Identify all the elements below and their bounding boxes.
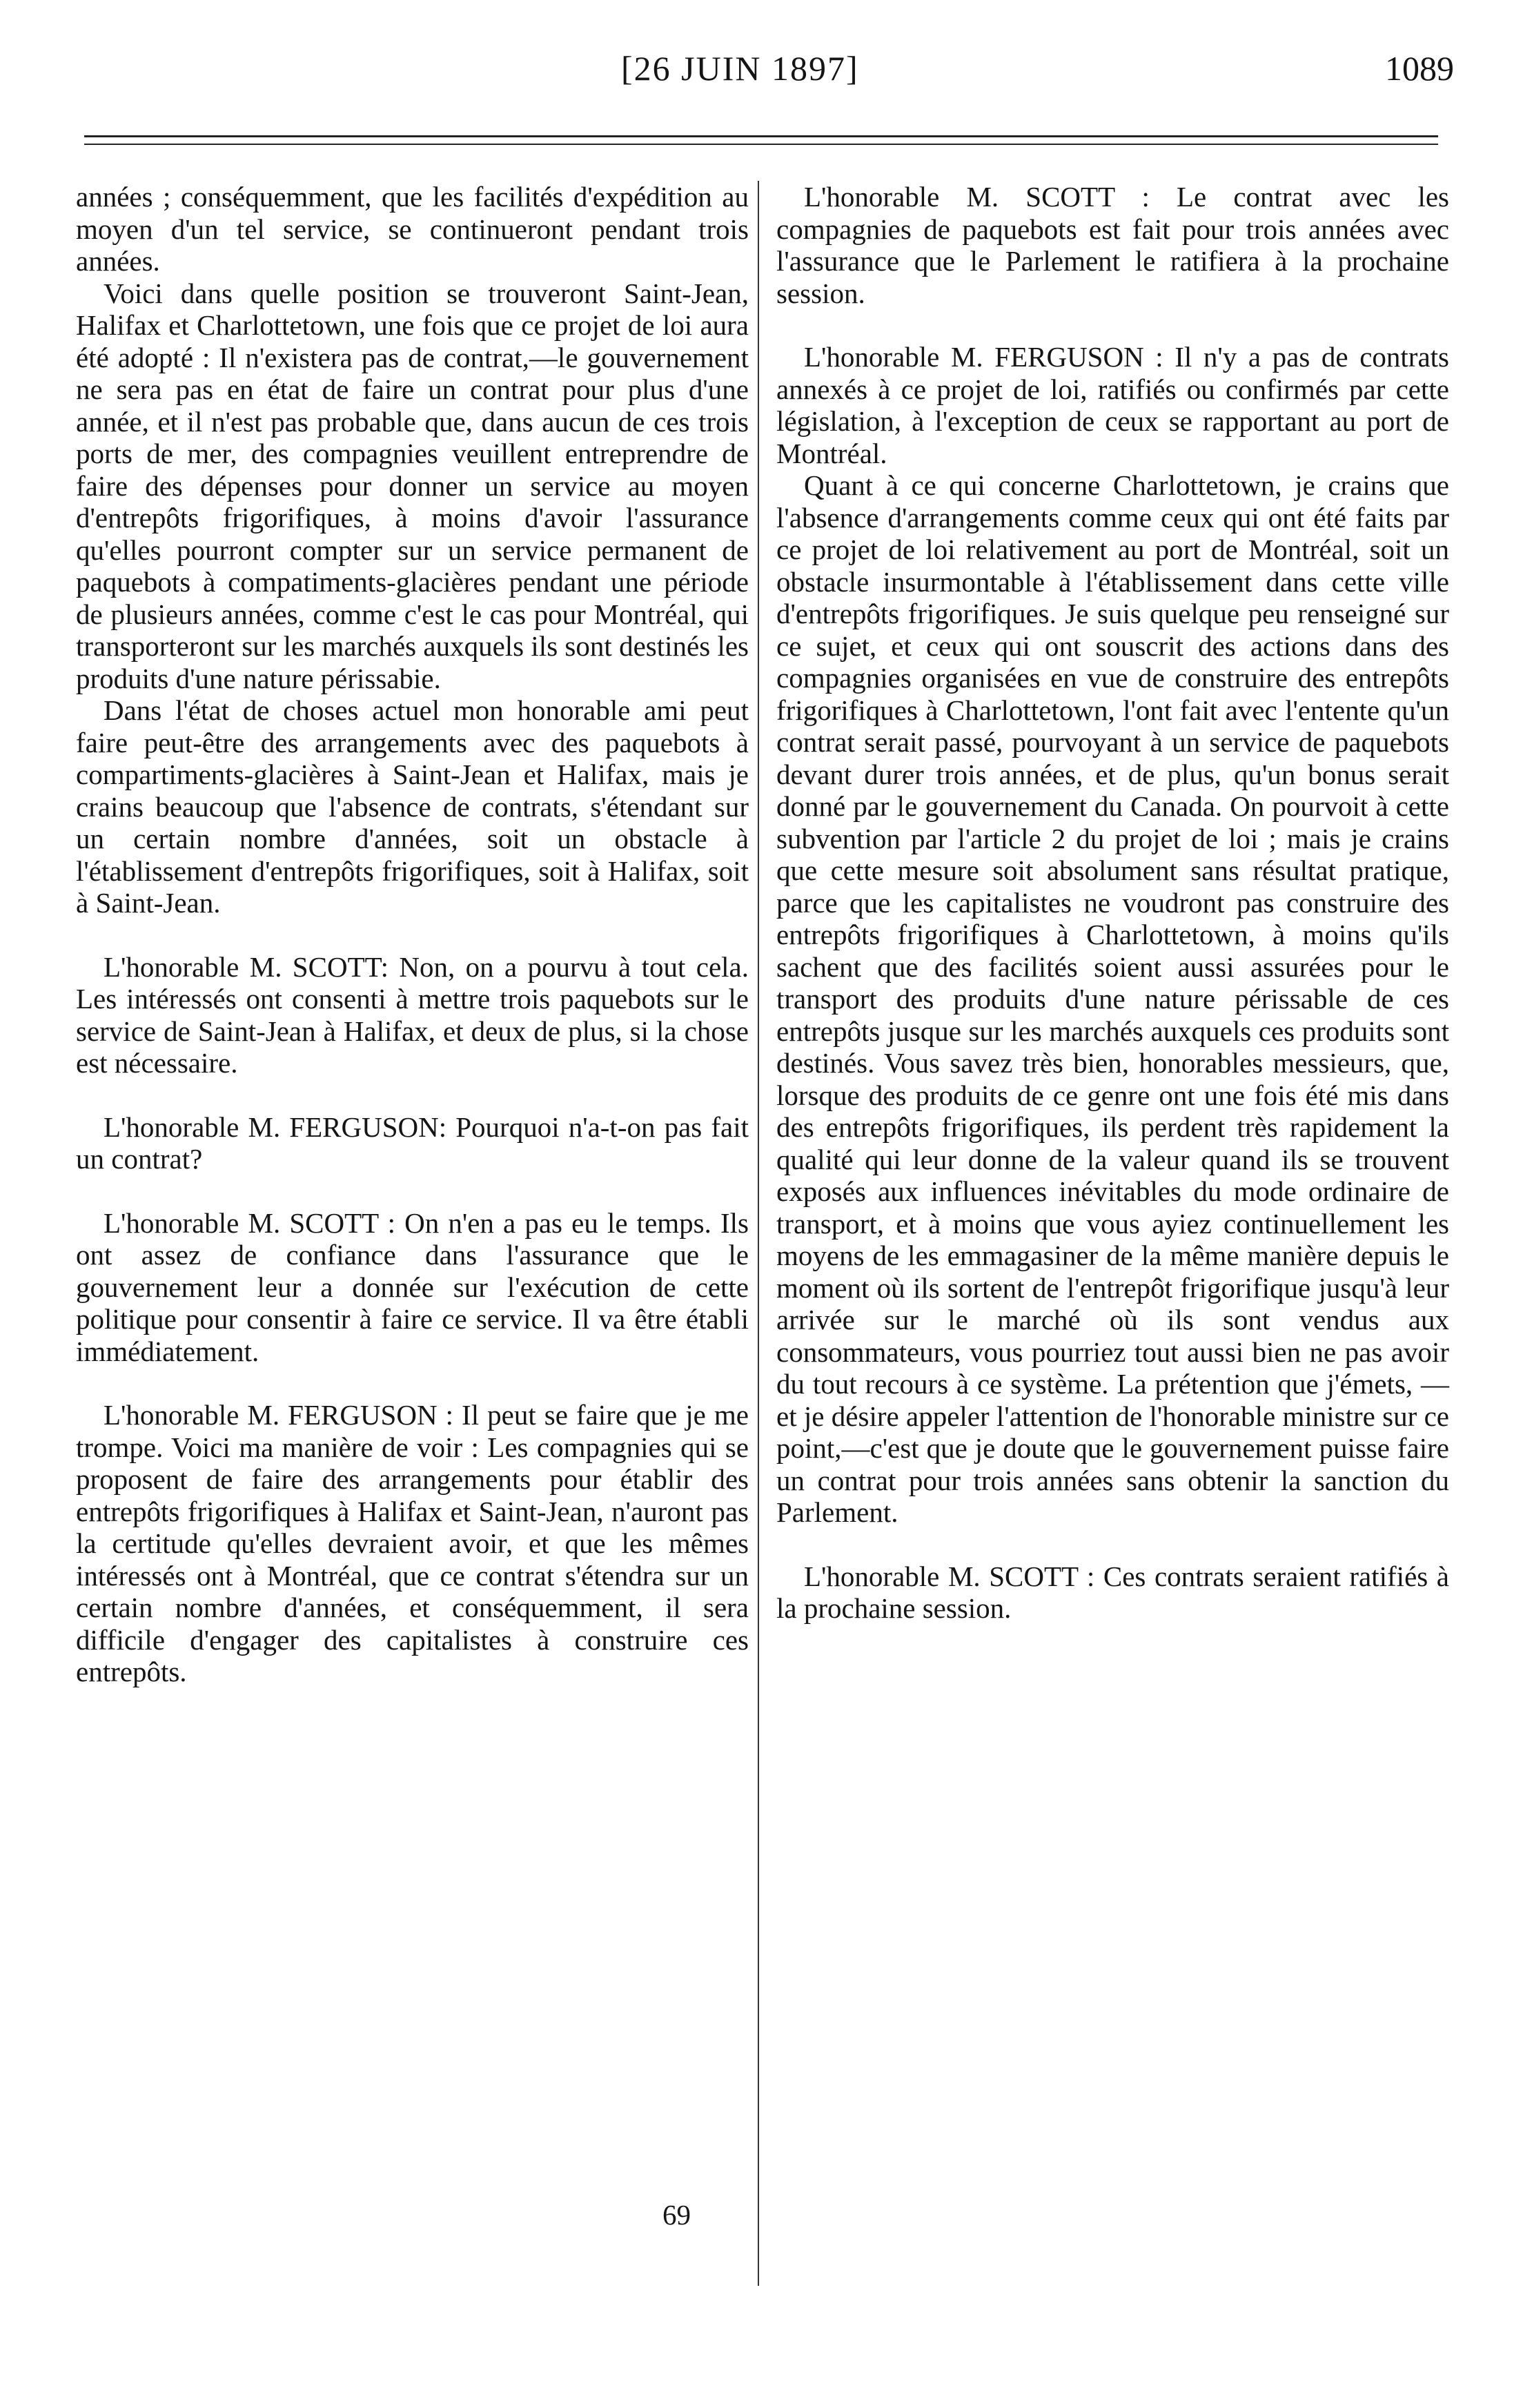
- paragraph: L'honorable M. SCOTT : Ces contrats seraient ratifiés à la prochaine session.: [776, 1560, 1449, 1624]
- header-rule-bottom: [84, 144, 1438, 145]
- paragraph: L'honorable M. FERGUSON : Il peut se faire que je me trompe. Voici ma manière de voir : Les compagnies qui se proposent de faire des arrangements pour établir des entrepôts frigorifiques à Halifax et Saint-Jean, n'auront pas la certitude qu'elles devraient avoir, et que les mêmes intéressés ont à Montréal, que ce contrat s'étendra sur un certain nombre d'années, et conséquemment, il sera difficile d'engager des capitalistes à construire ces entrepôts.: [76, 1399, 749, 1687]
- paragraph: L'honorable M. FERGUSON : Il n'y a pas de contrats annexés à ce projet de loi, ratifiés ou confirmés par cette législation, à l'exception de ceux se rapportant au port de Montréal.: [776, 341, 1449, 469]
- paragraph: L'honorable M. SCOTT : On n'en a pas eu le temps. Ils ont assez de confiance dans l'assurance que le gouvernement leur a donnée sur l'exécution de cette politique pour consentir à faire ce service. Il va être établi immédiatement.: [76, 1206, 749, 1367]
- paragraph: L'honorable M. FERGUSON: Pourquoi n'a-t-on pas fait un contrat?: [76, 1110, 749, 1175]
- paragraph: L'honorable M. SCOTT: Non, on a pourvu à tout cela. Les intéressés ont consenti à mettre trois paquebots sur le service de Saint-Jean à Halifax, et deux de plus, si la chose est nécessaire.: [76, 950, 749, 1079]
- folio-number: 69: [662, 2199, 691, 2231]
- paragraph: L'honorable M. SCOTT : Le contrat avec les compagnies de paquebots est fait pour trois années avec l'assurance que le Parlement le ratifiera à la prochaine session.: [776, 181, 1449, 309]
- left-column: [76, 181, 749, 1688]
- paragraph: Quant à ce qui concerne Charlottetown, je crains que l'absence d'arrangements comme ceux qui ont été faits par ce projet de loi relativement au port de Montréal, soit un obstacle insurmontable à l'établissement dans cette ville d'entrepôts frigorifiques. Je suis quelque peu renseigné sur ce sujet, et ceux qui ont souscrit des actions dans des compagnies organisées en vue de construire des entrepôts frigorifiques à Charlottetown, l'ont fait avec l'entente qu'un contrat serait passé, pourvoyant à un service de paquebots devant durer trois années, et de plus, qu'un bonus serait donné par le gouvernement du Canada. On pourvoit à cette subvention par l'article 2 du projet de loi ; mais je crains que cette mesure soit absolument sans résultat pratique, parce que les capitalistes ne voudront pas construire des entrepôts frigorifiques à Charlottetown, à moins qu'ils sachent que des facilités soient aussi assurées pour le transport des produits d'une nature périssable de ces entrepôts jusque sur les marchés auxquels ces produits sont destinés. Vous savez très bien, honorables messieurs, que, lorsque des produits de ce genre ont une fois été mis dans des entrepôts frigorifiques, ils perdent très rapidement la qualité qui leur donne de la valeur quand ils se trouvent exposés aux influences inévitables du mode ordinaire de transport, et à moins que vous ayiez continuellement les moyens de les emmagasiner de la même manière depuis le moment où ils sortent de l'entrepôt frigorifique jusqu'à leur arrivée sur le marché où ils sont vendus aux consommateurs, vous pourriez tout aussi bien ne pas avoir du tout recours à ce système. La prétention que j'émets, —et je désire appeler l'attention de l'honorable ministre sur ce point,—c'est que je doute que le gouvernement puisse faire un contrat pour trois années sans obtenir la sanction du Parlement.: [776, 469, 1449, 1528]
- header-rule-top: [84, 135, 1438, 137]
- running-header: [69, 48, 1454, 104]
- paragraph: Dans l'état de choses actuel mon honorable ami peut faire peut-être des arrangements avec des paquebots à compartiments-glacières à Saint-Jean et Halifax, mais je crains beaucoup que l'absence de contrats, s'étendant sur un certain nombre d'années, soit un obstacle à l'établissement d'entrepôts frigorifiques, soit à Halifax, soit à Saint-Jean.: [76, 694, 749, 919]
- paragraph: Voici dans quelle position se trouveront Saint-Jean, Halifax et Charlottetown, une fois que ce projet de loi aura été adopté : Il n'existera pas de contrat,—le gouvernement ne sera pas en état de faire un contrat pour plus d'une année, et il n'est pas probable que, dans aucun de ces trois ports de mer, des compagnies veuillent entreprendre de faire des dépenses pour donner un service au moyen d'entrepôts frigorifiques, à moins d'avoir l'assurance qu'elles pourront compter sur un service permanent de paquebots à compatiments-glacières pendant une période de plusieurs années, comme c'est le cas pour Montréal, qui transporteront sur les marchés auxquels ils sont destinés les produits d'une nature périssabie.: [76, 277, 749, 694]
- column-divider: [758, 181, 759, 2286]
- paragraph: années ; conséquemment, que les facilités d'expédition au moyen d'un tel service, se continueront pendant trois années.: [76, 181, 749, 277]
- right-column: [776, 181, 1449, 1625]
- page-number: 1089: [1385, 49, 1454, 88]
- header-date: [26 JUIN 1897]: [621, 49, 859, 88]
